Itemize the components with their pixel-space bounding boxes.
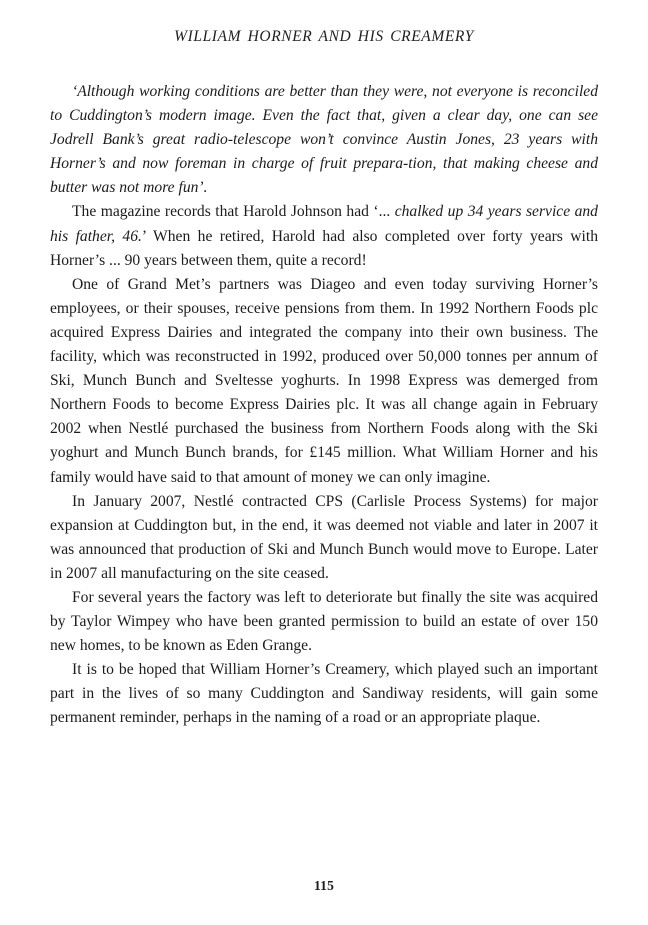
page-number: 115 — [313, 878, 335, 893]
paragraph-closing-hope: It is to be hoped that William Horner’s Creamery, which played such an important part in the lives of so many Cuddington and Sandiway residents, will gain some permanent reminder, perhaps in the naming of a road or an appropriate plaque. — [50, 661, 598, 727]
paragraph-taylor-wimpey: For several years the factory was left to deteriorate but finally the site was acquired by Taylor Wimpey who have been granted permission to build an estate of over 150 new homes, to be known as Eden Grange. — [50, 588, 598, 655]
body-text-block — [50, 80, 598, 731]
paragraph-magazine-records — [50, 200, 598, 272]
run-roman-lead: The magazine records that Harold Johnson had ‘... — [72, 203, 395, 221]
run-roman-tail: ’ When he retired, Harold had also completed over forty years with Horner’s ... 90 years between them, quite a record! — [50, 227, 598, 269]
paragraph-quote-working-conditions: ‘Although working conditions are better than they were, not everyone is reconciled to Cuddington’s modern image. Even the fact that, given a clear day, one can see Jodrell Bank’s great radio-telescope won’t convince Austin Jones, 23 years with Horner’s and now foreman in charge of fruit prepara-tion, that making cheese and butter was not more fun’. — [50, 83, 598, 197]
run-italic-quote: chalked up 34 years service and his father, 46. — [50, 203, 598, 245]
paragraph-january-2007-cps: In January 2007, Nestlé contracted CPS (Carlisle Process Systems) for major expansion at Cuddington but, in the end, it was deemed not viable and later in 2007 it was announced that production of Ski and Munch Bunch would move to Europe. Later in 2007 all manufacturing on the site ceased. — [50, 492, 598, 582]
paragraph-grand-met-partners: One of Grand Met’s partners was Diageo and even today surviving Horner’s employees, or their spouses, receive pensions from them. In 1992 Northern Foods plc acquired Express Dairies and integrated the company into their own business. The facility, which was reconstructed in 1992, produced over 50,000 tonnes per annum of Ski, Munch Bunch and Sveltesse yoghurts. In 1998 Express was demerged from Northern Foods to become Express Dairies plc. It was all change again in February 2002 when Nestlé purchased the business from Northern Foods along with the Ski yoghurt and Munch Bunch brands, for £145 million. What William Horner and his family would have said to that amount of money we can only imagine. — [50, 275, 598, 486]
running-head: WILLIAM HORNER AND HIS CREAMERY — [174, 28, 474, 45]
